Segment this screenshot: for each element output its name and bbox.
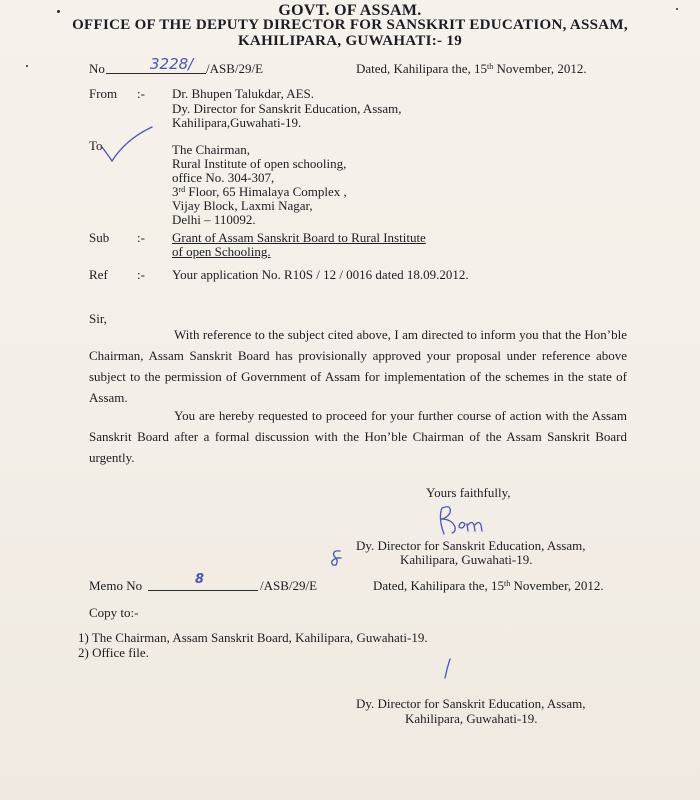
memo-label: Memo No <box>89 578 143 593</box>
subject-label: Sub <box>89 230 110 245</box>
letter-date: Dated, Kahilipara the, 15th November, 2012. <box>356 61 587 76</box>
no-underline <box>106 73 206 74</box>
to-line-1: The Chairman, <box>172 142 250 157</box>
to-label: To <box>89 138 103 153</box>
footer-initial <box>442 658 452 680</box>
no-label: No <box>89 61 105 76</box>
from-name: Dr. Bhupen Talukdar, AES. <box>172 86 315 101</box>
from-label: From <box>89 86 118 101</box>
letter-code: /ASB/29/E <box>206 61 264 76</box>
from-separator: :- <box>137 86 145 101</box>
to-line-2: Rural Institute of open schooling, <box>172 156 347 171</box>
reference-text: Your application No. R10S / 12 / 0016 dated 18.09.2012. <box>172 267 469 282</box>
signature <box>430 504 490 538</box>
memo-code: /ASB/29/E <box>260 578 318 593</box>
from-designation: Dy. Director for Sanskrit Education, Assam, <box>172 101 402 116</box>
to-line-3: office No. 304-307, <box>172 170 275 185</box>
signatory-address: Kahilipara, Guwahati-19. <box>400 552 533 567</box>
handwritten-memo-no: 8 <box>195 572 205 587</box>
reference-separator: :- <box>137 267 145 282</box>
reference-label: Ref <box>89 267 108 282</box>
salutation: Sir, <box>89 311 107 326</box>
checkmark-icon <box>100 125 160 165</box>
subject-separator: :- <box>137 230 145 245</box>
to-line-4: 3rd Floor, 65 Himalaya Complex , <box>172 184 347 199</box>
body-paragraph-2: You are hereby requested to proceed for your further course of action with the Assam Sanskrit Board after a formal discussion with the Hon’ble Chairman of the Assam Sanskrit Board urgently. <box>89 408 627 465</box>
footer-designation: Dy. Director for Sanskrit Education, Assam, <box>356 696 586 711</box>
to-line-6: Delhi – 110092. <box>172 212 256 227</box>
copy-item-2: 2) Office file. <box>78 645 149 660</box>
handwritten-letter-no: 3228/ <box>150 55 194 73</box>
initial-mark <box>328 548 346 568</box>
scan-speck <box>26 65 28 67</box>
from-address: Kahilipara,Guwahati-19. <box>172 115 302 130</box>
footer-address: Kahilipara, Guwahati-19. <box>405 711 538 726</box>
memo-date: Dated, Kahilipara the, 15th November, 2012. <box>373 578 604 593</box>
body-paragraph-1: With reference to the subject cited above, I am directed to inform you that the Hon’ble Chairman, Assam Sanskrit Board has provisionally approved your proposal under reference above subject to the permission of Government of Assam for implementation of the schemes in the state of Assam. <box>89 327 627 405</box>
closing-text: Yours faithfully, <box>426 485 511 500</box>
signatory-designation: Dy. Director for Sanskrit Education, Assam, <box>356 538 586 553</box>
subject-line-1: Grant of Assam Sanskrit Board to Rural Institute <box>172 230 426 245</box>
header-address: KAHILIPARA, GUWAHATI:- 19 <box>237 33 463 49</box>
copy-heading: Copy to:- <box>89 605 139 620</box>
header-govt: GOVT. OF ASSAM. <box>278 2 422 19</box>
memo-underline <box>148 590 258 591</box>
subject-line-2: of open Schooling. <box>172 244 271 259</box>
header-office: OFFICE OF THE DEPUTY DIRECTOR FOR SANSKRIT EDUCATION, ASSAM, <box>72 17 628 33</box>
copy-item-1: 1) The Chairman, Assam Sanskrit Board, Kahilipara, Guwahati-19. <box>78 630 428 645</box>
to-line-5: Vijay Block, Laxmi Nagar, <box>172 198 313 213</box>
